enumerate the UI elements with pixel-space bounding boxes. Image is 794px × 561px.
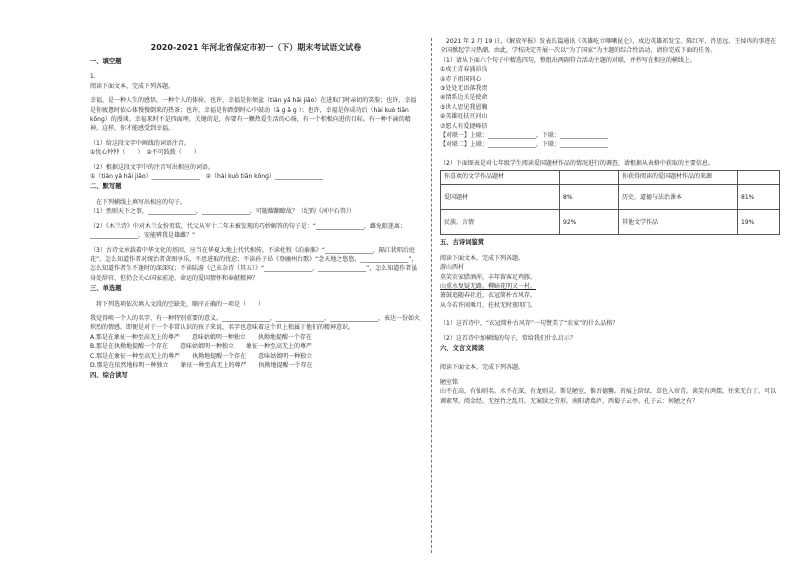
text-line: A.那是在象征一种至高无上的尊严 意味姑娘明一种独立 执拗地提醒一个存在	[90, 333, 312, 341]
survey-table-header	[441, 171, 780, 185]
text-line: 阅读下面文本，完成下列各题。	[440, 254, 525, 262]
table-cell: 92%	[560, 210, 619, 235]
text-line: 山不在高，有仙则名。水不在深，有龙则灵。斯是陋室，惟吾德馨。苔痕上阶绿，草色入帘青。谈笑有鸿儒，往来无白丁。可以调素琴，阅金经。无丝竹之乱耳，无案牍之劳形。南阳诸葛庐，西蜀子云亭。孔子云：何陋之有？	[440, 388, 777, 405]
table-cell	[738, 171, 780, 185]
spacer	[440, 150, 780, 159]
text-line: ⑥英雄旺扶亘河山	[440, 113, 488, 121]
text-line: 陋室铭	[440, 378, 459, 386]
text-line: 将下列选项依次填入文段的空缺处，顺序正确的一项是（ ）	[90, 300, 265, 308]
text-line: ③处处无语落我责	[440, 85, 488, 93]
table-cell: 81%	[738, 185, 780, 210]
survey-table	[440, 170, 780, 235]
right-column	[440, 37, 780, 406]
text-line: 1.	[90, 73, 96, 81]
spacer	[440, 310, 780, 319]
text-line: 游山西村	[440, 264, 465, 272]
text-line: ⑤世人思见我恩胸	[440, 103, 488, 111]
spacer	[440, 354, 780, 363]
text-line: （2）根据这段文字中的注音写出相应的词语。	[90, 163, 214, 171]
text-line: B.那是在执拗地提醒一个存在 意味姑娘明一种独立 象征一种至高无上的尊严	[90, 343, 313, 351]
table-cell: 其他文学作品	[619, 210, 738, 235]
table-cell: 民族、言情	[441, 210, 560, 235]
text-line: （2）《木兰诗》中对木兰女扮男装，代父从军十二年未被发现的巧妙解答的句子是：“________________，雌免眼迷离；________________，安能辨我是雄雌？”	[90, 222, 406, 240]
text-line: 在下列横线上填写出相应的句子。	[90, 198, 187, 206]
text-line: （1）这首诗中，“衣冠简朴古风存”一句赞美了“农家”的什么品格？	[440, 320, 619, 328]
table-cell: 你喜欢的文学作品题材	[441, 171, 560, 185]
text-line: 莫笑农家腊酒浑，丰年留客足鸡豚。	[440, 273, 537, 281]
text-line: （3）古诗文承载着中华文化的基因，应当在华夏大地上代代相传。不读杜牧《泊秦淮》“________________，隔江犹唱后庭花”，怎么知道作者对统治者贪图享乐、不思进取的忧虑；不读孙子昂《登幽州台歌》“念天地之悠悠，________________”，怎么知道作者生不逢时的深深叹；不读陆游《己亥杂诗（其五）》“________________，________________”，怎么知道作者虽身处辞官，但仍会关心国家前途、命运的爱国情怀和奉献精神？	[90, 246, 418, 282]
left-flow	[90, 57, 422, 381]
right-bottom-flow	[440, 238, 780, 406]
table-cell: 8%	[560, 185, 619, 210]
text-line: （2）这首诗中加横线的句子，常给我们什么启示？	[440, 334, 576, 342]
text-line: ①（tián yǎ hǎi jiāo）________________ ②（hài kuò tiān kōnɡ）________________	[90, 173, 323, 181]
text-line: D.那是在依然地标明一种独立 象征一种至高无上的尊严 执拗地提醒一个存在	[90, 361, 313, 369]
text-line: 我觉得唤一个人的名字，有一种特别重要的意义。________________，________________，________________，表达一份如火炽烈的情感。即便是对于一个非常认识的孩子来说，名字也意味着这个世上独属于他们的精神意识。	[90, 314, 421, 332]
text-line: 2021 年 2 月 19 日，《解放军报》发表长篇通讯《英雄屹立喀喇昆仑》，戍边英雄祁发宝、陈红军、肖思远、王焯冉的事迹在全国掀起学习热潮。由此，学校决定开展一次以“为了国家”为主题的综合性活动，请你完成下面的任务。	[440, 38, 777, 55]
text-line: （1）给这段文字中画线的词语注音。	[90, 139, 190, 147]
table-row	[441, 210, 780, 235]
text-line: C.那是在象征一种至高无上的尊严 执拗地提醒一个存在 意味姑娘明一种独立	[90, 352, 313, 360]
right-top-flow	[440, 37, 780, 168]
text-line: 从今若许闲乘月，拄杖无时夜叩门。	[440, 301, 537, 309]
table-cell: 你获得阅读的爱国题材作品的来源	[619, 171, 738, 185]
underlined-line: 山重水复疑无路，柳暗花明又一村。	[440, 282, 537, 290]
section-heading: 二、默写题	[90, 183, 122, 191]
text-line: （2）下面图表是对七年级学生阅读爱国题材作品的情况进行的调查，请根据从表格中获取的主要信息。	[440, 159, 714, 167]
text-line: ①戍士青春涌昂良	[440, 66, 488, 74]
left-column	[90, 38, 422, 382]
table-cell: 19%	[738, 210, 780, 235]
text-line: 阅读下面文本，完成下列各题。	[90, 82, 175, 90]
text-line: ⑦愿人有爱捷峰信	[440, 122, 488, 130]
text-line: ④情系边关是使命	[440, 94, 488, 102]
section-heading: 一、填空题	[90, 58, 122, 65]
table-cell: 爱国题材	[441, 185, 560, 210]
section-heading: 六、文言文阅读	[440, 344, 485, 352]
table-cell: 历史、道德与法治课本	[619, 185, 738, 210]
text-line: ②赤子祖国同心	[440, 75, 482, 83]
text-line: （1）然则天下之事，________________，________________，可随耀翻瞭故？（纪昀《河中石兽》）	[90, 208, 355, 216]
text-line: 【对联一】上联：________________，下联：________________	[440, 132, 609, 140]
table-cell	[560, 171, 619, 185]
section-heading: 四、综合读写	[90, 372, 128, 380]
text-line: ①忧心忡忡（ ） ②不可跂拨（ ）	[90, 149, 200, 157]
text-line: 【对联二】上联：________________，下联：________________	[440, 141, 609, 149]
section-heading: 三、单选题	[90, 285, 122, 293]
page-title: 2020-2021 年河北省保定市初一（下）期末考试语文试卷	[150, 43, 362, 52]
text-line: 幸福，是一种人生的感悟，一种个人的体验。也许，幸福是你须盆（tián yǎ hǎi jiāo）在进取门时亲切的笑脸；也许，幸福是你疲惫时依心体慢慢倒来的热茶；也许，幸福是你跌倒时心中鼓动（ā ɡ ā ɡ ）；也许，幸福是你成功后（hài kuò tiān kōnɡ）的漫谈。幸福来时不是四面埋。关键的是，你要有一颗热爱生活的心扬，有一个积极向进的目标。有一种不渝的精神。这样，你才能感受到幸福。	[90, 97, 417, 133]
text-line: 阅读下面文本，完成下列各题。	[440, 364, 525, 372]
text-line: （1）请从下面六个句子中精选四句，整组出两副符合活动主题的对联，并抄写在相应的横线上。	[440, 56, 696, 64]
table-row	[441, 185, 780, 210]
text-line: 箫鼓追随春社近，衣冠简朴古风存。	[440, 292, 537, 300]
column-divider	[431, 38, 432, 553]
section-heading: 五、古诗词鉴赏	[440, 239, 485, 247]
